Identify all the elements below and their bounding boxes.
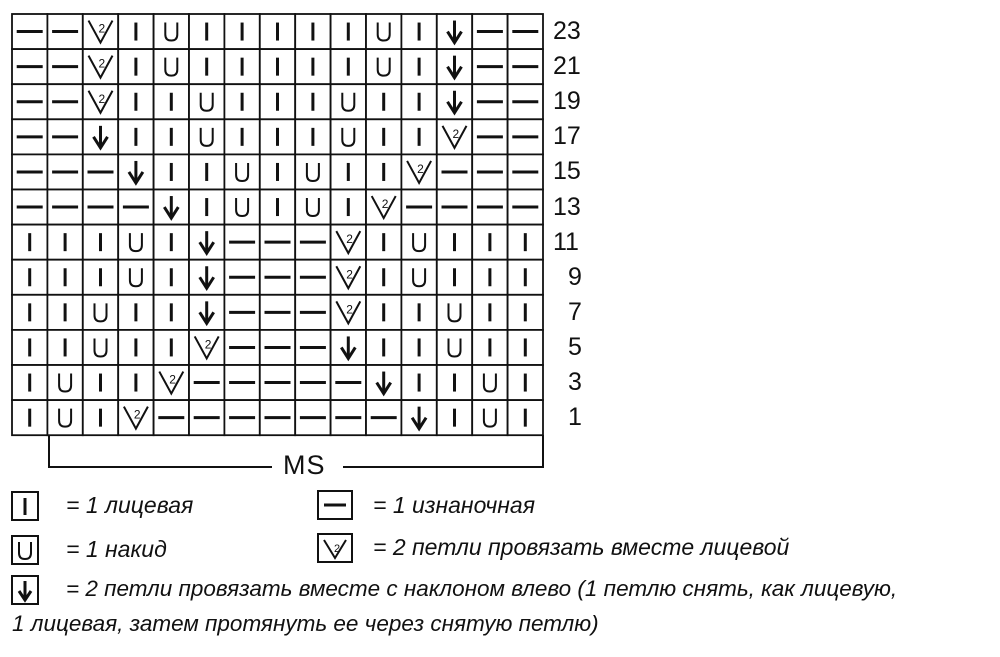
chart-cell [224,400,259,435]
chart-cell [260,225,295,260]
chart-cell [508,225,543,260]
repeat-label: MS [283,450,326,480]
svg-text:2: 2 [98,56,106,71]
chart-cell [295,154,330,189]
chart-cell [154,295,189,330]
chart-cell [331,260,366,295]
svg-text:2: 2 [346,302,353,317]
chart-cell [401,14,436,49]
chart-cell [508,330,543,365]
chart-cell [83,154,118,189]
chart-cell [472,365,507,400]
chart-cell [224,330,259,365]
chart-cell [47,84,82,119]
legend-purl-text: = 1 изнаночная [373,492,535,518]
chart-cell [401,400,436,435]
legend-knit-symbol [12,492,38,520]
chart-cell [437,49,472,84]
chart-cell [295,365,330,400]
chart-cell [12,84,47,119]
chart-cell [118,14,153,49]
chart-cell [189,260,224,295]
chart-cell [83,225,118,260]
row-number: 23 [553,17,581,45]
chart-cell [472,190,507,225]
legend-yarn-over-text: = 1 накид [66,536,167,562]
chart-cell [260,49,295,84]
chart-cell [224,119,259,154]
chart-cell [260,190,295,225]
chart-cell [189,14,224,49]
svg-text:2: 2 [98,21,106,36]
chart-cell [508,400,543,435]
chart-cell [12,260,47,295]
chart-cell [331,190,366,225]
chart-cell [295,190,330,225]
chart-cell [118,154,153,189]
chart-cell [366,49,401,84]
chart-cell [47,119,82,154]
chart-cell [260,365,295,400]
chart-cell [295,400,330,435]
chart-cell [260,14,295,49]
chart-cell [437,84,472,119]
svg-text:2: 2 [417,161,424,176]
chart-cell [224,14,259,49]
row-number: 1 [568,403,582,432]
chart-cell [366,365,401,400]
chart-cell [401,84,436,119]
chart-cell [12,225,47,260]
chart-cell [47,400,82,435]
chart-cell [366,190,401,225]
chart-cell [118,225,153,260]
chart-cell [189,84,224,119]
chart-cell [295,84,330,119]
chart-cell [366,119,401,154]
chart-cell [118,330,153,365]
chart-cell [224,84,259,119]
svg-text:2: 2 [133,407,141,422]
chart-cell [472,295,507,330]
chart-cell [12,400,47,435]
chart-cell [366,330,401,365]
chart-cell [437,225,472,260]
chart-cell [437,365,472,400]
chart-cell [401,190,436,225]
chart-cell [401,119,436,154]
chart-cell [12,295,47,330]
chart-cell [224,190,259,225]
chart-cell [189,190,224,225]
chart-cell [83,14,118,49]
legend-knit-text: = 1 лицевая [66,492,194,518]
chart-cell [12,119,47,154]
chart-cell [189,154,224,189]
chart-cell [47,260,82,295]
chart-cell [472,400,507,435]
chart-cell [295,14,330,49]
chart-cell [83,49,118,84]
chart-cell [154,49,189,84]
chart-cell [154,225,189,260]
row-number: 7 [568,297,582,326]
legend-skp-text-line2: 1 лицевая, затем протянуть ее через снятую петлю) [12,611,599,636]
chart-cell [83,260,118,295]
legend-skp-text-line1: = 2 петли провязать вместе с наклоном влево (1 петлю снять, как лицевую, [66,576,898,601]
chart-cell [508,190,543,225]
chart-cell [12,154,47,189]
chart-cell [472,84,507,119]
row-number: 5 [568,332,582,361]
chart-cell [154,84,189,119]
chart-cell [366,225,401,260]
chart-cell [437,400,472,435]
chart-cell [508,49,543,84]
chart-cell [189,330,224,365]
chart-cell [118,365,153,400]
chart-cell [189,365,224,400]
chart-cell [401,295,436,330]
chart-cell [401,330,436,365]
svg-text:2: 2 [98,91,106,106]
chart-cell [366,400,401,435]
chart-cell [189,119,224,154]
chart-cell [401,225,436,260]
chart-cell [12,14,47,49]
chart-cell [472,225,507,260]
chart-cell [437,14,472,49]
chart-cell [47,365,82,400]
legend-k2tog-text: = 2 петли провязать вместе лицевой [373,534,790,560]
chart-cell [83,330,118,365]
chart-cell [366,14,401,49]
legend-skp-symbol [12,576,38,604]
chart-cell [437,295,472,330]
chart-cell [260,400,295,435]
row-number: 19 [553,87,581,116]
chart-cell [508,14,543,49]
chart-cell [295,295,330,330]
chart-cell [224,49,259,84]
chart-cell [331,14,366,49]
chart-cell [331,225,366,260]
chart-cell [508,260,543,295]
chart-cell [472,154,507,189]
chart-cell [47,14,82,49]
chart-cell [83,84,118,119]
chart-cell [12,49,47,84]
chart-cell [295,330,330,365]
row-number: 9 [568,262,582,291]
chart-cell [12,365,47,400]
chart-cell [224,260,259,295]
row-number: 21 [553,52,581,81]
chart-cell [437,260,472,295]
row-number: 15 [553,157,581,186]
chart-cell [154,365,189,400]
chart-cell [260,260,295,295]
chart-cell [331,330,366,365]
chart-cell [224,295,259,330]
chart-cell [472,119,507,154]
svg-text:2: 2 [346,267,353,282]
chart-cell [154,154,189,189]
chart-cell [366,295,401,330]
chart-cell [331,49,366,84]
chart-cell [472,330,507,365]
chart-cell [331,154,366,189]
chart-cell [118,84,153,119]
chart-cell [331,400,366,435]
chart-cell [83,295,118,330]
chart-cell [47,154,82,189]
chart-cell [295,119,330,154]
chart-cell [366,154,401,189]
chart-cell [12,190,47,225]
chart-cell [118,190,153,225]
chart-cell [295,260,330,295]
chart-cell [366,84,401,119]
chart-cell [47,225,82,260]
chart-cell [401,260,436,295]
chart-cell [154,119,189,154]
chart-cell [508,295,543,330]
chart-cell [189,49,224,84]
chart-cell [260,119,295,154]
legend-yarn-over-symbol [12,536,38,564]
chart-cell [260,154,295,189]
chart-cell [508,365,543,400]
chart-cell [508,119,543,154]
chart-cell [472,260,507,295]
chart-cell [224,365,259,400]
chart-cell [154,14,189,49]
chart-cell [118,400,153,435]
chart-cell [508,154,543,189]
chart-cell [437,330,472,365]
chart-cell [295,49,330,84]
chart-cell [366,260,401,295]
row-number: 13 [553,192,581,221]
svg-text:2: 2 [381,197,389,212]
chart-cell [118,295,153,330]
chart-cell [83,400,118,435]
svg-text:2: 2 [204,337,212,352]
svg-text:2: 2 [169,372,176,387]
chart-cell [83,119,118,154]
chart-cell [189,225,224,260]
chart-cell [118,260,153,295]
svg-text:2: 2 [334,543,341,555]
svg-text:2: 2 [452,126,460,141]
legend-k2tog-symbol [318,534,352,562]
chart-cell [260,295,295,330]
chart-cell [295,225,330,260]
row-number: 3 [568,368,582,396]
chart-cell [508,84,543,119]
chart-cell [331,365,366,400]
chart-cell [83,365,118,400]
svg-text:2: 2 [346,232,353,247]
chart-cell [154,400,189,435]
chart-cell [437,154,472,189]
chart-cell [189,295,224,330]
chart-cell [260,330,295,365]
chart-cell [472,49,507,84]
chart-cell [154,330,189,365]
chart-cell [331,119,366,154]
row-number: 11 [553,227,579,256]
row-number: 17 [553,122,581,151]
chart-cell [437,190,472,225]
chart-cell [331,84,366,119]
chart-cell [331,295,366,330]
chart-cell [154,260,189,295]
chart-cell [472,14,507,49]
chart-cell [47,49,82,84]
chart-cell [401,154,436,189]
chart-cell [47,295,82,330]
chart-cell [83,190,118,225]
chart-cell [118,119,153,154]
chart-cell [401,49,436,84]
chart-cell [47,330,82,365]
chart-cell [437,119,472,154]
chart-cell [47,190,82,225]
chart-cell [224,225,259,260]
chart-cell [401,365,436,400]
chart-cell [12,330,47,365]
chart-cell [224,154,259,189]
chart-cell [154,190,189,225]
legend-purl-symbol [318,491,352,519]
chart-cell [118,49,153,84]
chart-cell [189,400,224,435]
chart-cell [260,84,295,119]
